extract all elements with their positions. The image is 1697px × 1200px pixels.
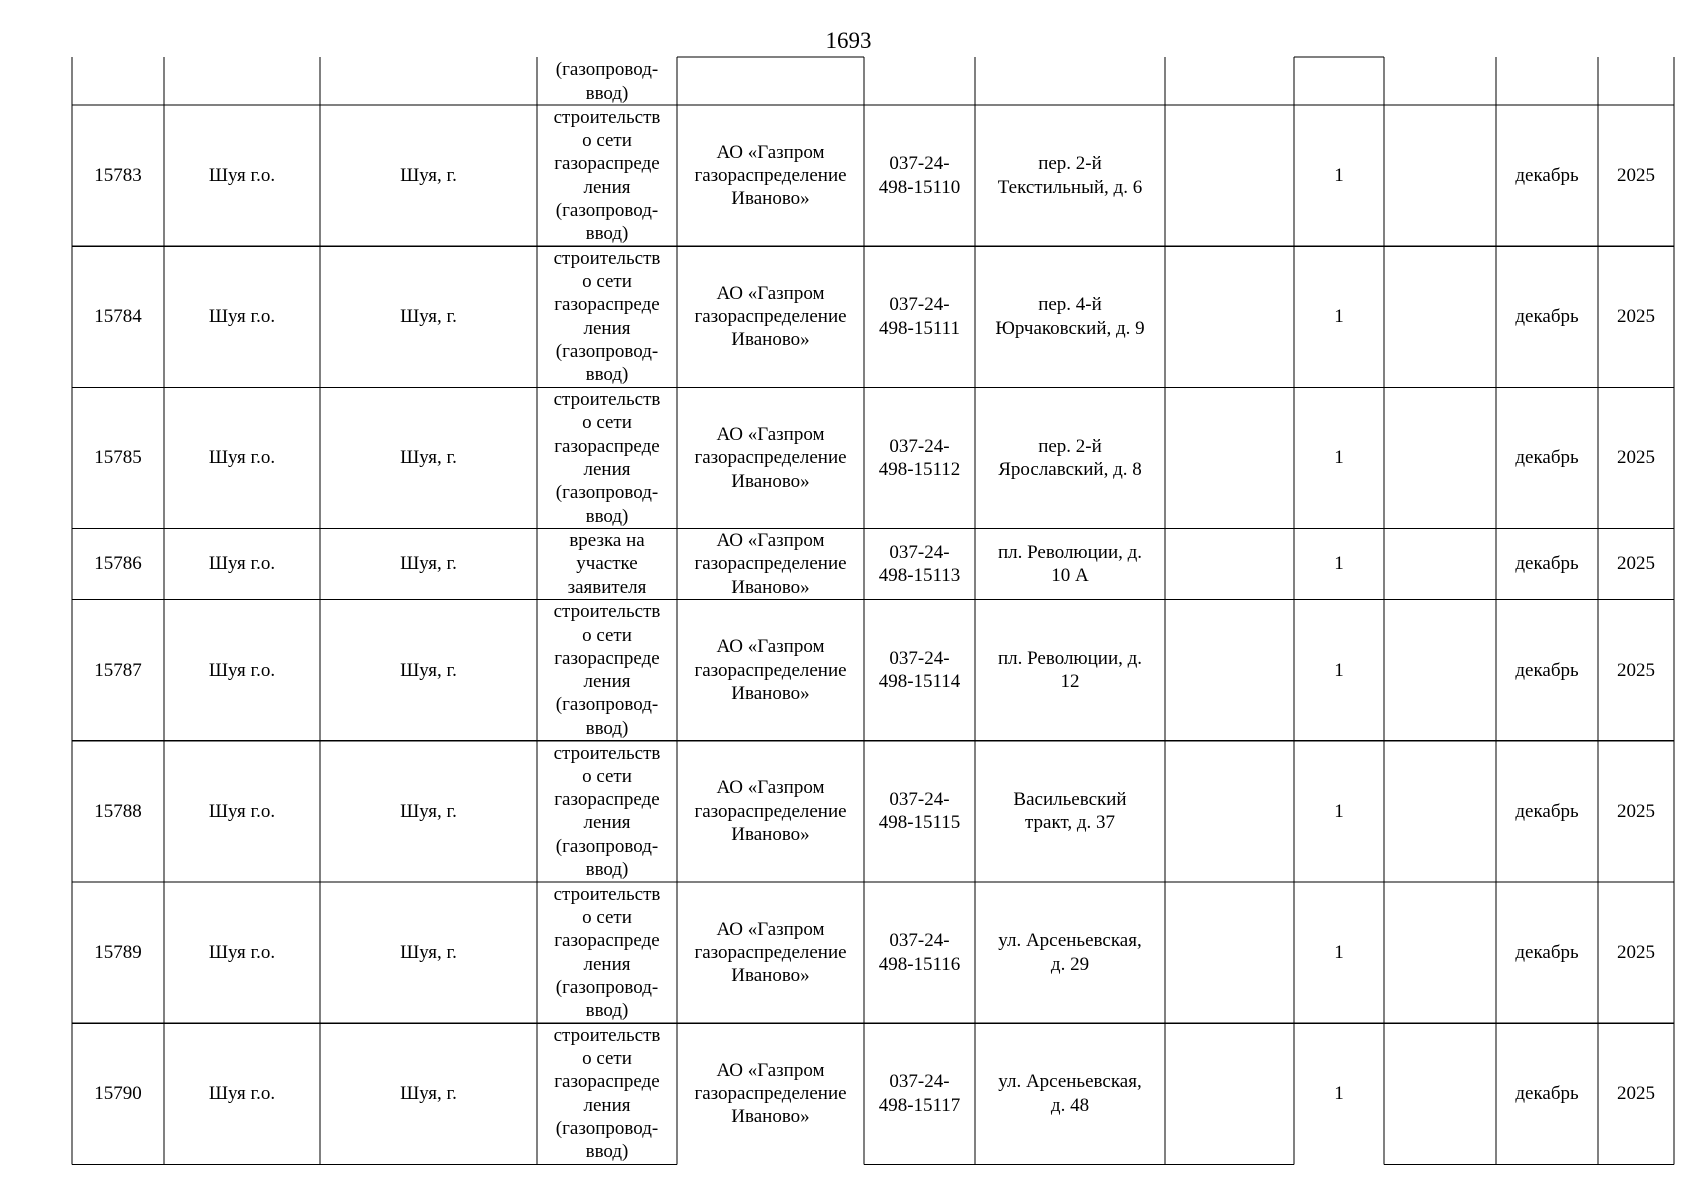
cell-number-text: 15789 — [94, 941, 142, 963]
cell-organization-text: АО «Газпром газораспределение Иваново» — [694, 282, 847, 351]
cell-district — [164, 387, 320, 528]
cell-district-text: Шуя г.о. — [208, 164, 276, 186]
cell-code — [864, 1023, 975, 1164]
cell-code-text: 037-24- 498-15110 — [878, 153, 961, 198]
cell-work-type — [537, 1023, 677, 1164]
cell-address — [975, 1023, 1165, 1164]
cell-work-type-text: строительств о сети газораспреде ления (газопровод- ввод) — [553, 601, 661, 739]
cell-district-text: Шуя г.о. — [208, 306, 276, 328]
cell-work-type — [537, 105, 677, 246]
cell-quantity-text: 1 — [1334, 941, 1344, 963]
cell-settlement — [320, 105, 537, 246]
cell-code-text: 037-24- 498-15114 — [878, 647, 961, 693]
cell-address — [975, 882, 1165, 1023]
cell-code-text: 037-24- 498-15112 — [878, 435, 961, 480]
cell-work-type-text: строительств о сети газораспреде ления (газопровод- ввод) — [553, 883, 661, 1022]
cell-address-text: Васильевский тракт, д. 37 — [1013, 789, 1127, 834]
cell-month-text: декабрь — [1515, 553, 1579, 575]
cell-organization — [677, 246, 864, 387]
cell-district — [164, 1023, 320, 1164]
cell-settlement-text: Шуя, г. — [400, 553, 457, 575]
cell-address-text: ул. Арсеньевская, д. 48 — [998, 1071, 1142, 1116]
cell-settlement — [320, 741, 537, 882]
cell-number — [72, 387, 164, 528]
cell-quantity-text: 1 — [1334, 553, 1344, 575]
cell-district — [164, 741, 320, 882]
cell-code — [864, 600, 975, 741]
cell-number — [72, 529, 164, 600]
cell-code-text: 037-24- 498-15113 — [878, 541, 961, 587]
cell-organization-text: АО «Газпром газораспределение Иваново» — [694, 141, 847, 210]
cell-code-text: 037-24- 498-15117 — [878, 1071, 961, 1116]
cell-work-type — [537, 882, 677, 1023]
cell-quantity-text: 1 — [1334, 659, 1344, 681]
cell-quantity-text: 1 — [1334, 800, 1344, 822]
cell-month — [1496, 529, 1598, 600]
cell-quantity — [1294, 741, 1384, 882]
cell-work-type — [537, 387, 677, 528]
cell-year-text: 2025 — [1617, 164, 1655, 186]
cell-address-text: пер. 2-й Текстильный, д. 6 — [997, 153, 1143, 198]
cell-code-text: 037-24- 498-15111 — [879, 294, 960, 339]
cell-code-text: 037-24- 498-15115 — [878, 789, 961, 834]
cell-code — [864, 105, 975, 246]
cell-address — [975, 741, 1165, 882]
cell-number-text: 15783 — [94, 164, 142, 186]
cell-district-text: Шуя г.о. — [208, 553, 276, 575]
cell-quantity-text: 1 — [1334, 1083, 1344, 1105]
cell-settlement-text: Шуя, г. — [400, 1083, 457, 1105]
cell-month-text: декабрь — [1515, 306, 1579, 328]
cell-work-type-continued-text: (газопровод- ввод) — [555, 59, 659, 104]
cell-settlement-text: Шуя, г. — [400, 659, 457, 681]
cell-district — [164, 600, 320, 741]
cell-year-text: 2025 — [1617, 306, 1655, 328]
cell-organization-text: АО «Газпром газораспределение Иваново» — [694, 918, 847, 987]
cell-district-text: Шуя г.о. — [208, 1083, 276, 1105]
cell-number-text: 15787 — [94, 659, 142, 681]
cell-month — [1496, 105, 1598, 246]
cell-work-type-text: строительств о сети газораспреде ления (газопровод- ввод) — [553, 742, 661, 880]
cell-district — [164, 105, 320, 246]
cell-work-type-text: строительств о сети газораспреде ления (газопровод- ввод) — [553, 1024, 661, 1163]
cell-month-text: декабрь — [1515, 1083, 1579, 1105]
cell-month-text: декабрь — [1515, 941, 1579, 963]
cell-organization — [677, 1023, 864, 1164]
cell-work-type-text: строительств о сети газораспреде ления (газопровод- ввод) — [553, 247, 661, 386]
cell-year — [1598, 882, 1674, 1023]
cell-code — [864, 741, 975, 882]
cell-code — [864, 387, 975, 528]
cell-code — [864, 882, 975, 1023]
cell-work-type-text: строительств о сети газораспреде ления (газопровод- ввод) — [553, 106, 661, 245]
cell-work-type — [537, 246, 677, 387]
cell-number — [72, 882, 164, 1023]
cell-year — [1598, 1023, 1674, 1164]
cell-organization-text: АО «Газпром газораспределение Иваново» — [694, 636, 847, 704]
cell-year-text: 2025 — [1617, 447, 1655, 469]
cell-address — [975, 246, 1165, 387]
cell-month — [1496, 246, 1598, 387]
cell-work-type — [537, 741, 677, 882]
cell-organization — [677, 882, 864, 1023]
cell-address-text: пер. 4-й Юрчаковский, д. 9 — [995, 294, 1145, 339]
cell-work-type — [537, 529, 677, 600]
cell-year-text: 2025 — [1617, 941, 1655, 963]
cell-work-type-text: врезка на участке заявителя — [567, 530, 647, 598]
cell-district-text: Шуя г.о. — [208, 941, 276, 963]
cell-year-text: 2025 — [1617, 800, 1655, 822]
cell-district-text: Шуя г.о. — [208, 447, 276, 469]
cell-district — [164, 529, 320, 600]
cell-quantity — [1294, 246, 1384, 387]
cell-quantity-text: 1 — [1334, 164, 1344, 186]
cell-number — [72, 741, 164, 882]
cell-address-text: пл. Революции, д. 12 — [997, 647, 1143, 693]
cell-quantity — [1294, 600, 1384, 741]
cell-year-text: 2025 — [1617, 1083, 1655, 1105]
cell-settlement-text: Шуя, г. — [400, 306, 457, 328]
cell-organization — [677, 387, 864, 528]
cell-number-text: 15786 — [94, 553, 142, 575]
cell-settlement — [320, 246, 537, 387]
cell-work-type — [537, 600, 677, 741]
cell-settlement — [320, 882, 537, 1023]
cell-quantity — [1294, 105, 1384, 246]
cell-year — [1598, 600, 1674, 741]
cell-work-type-continued — [537, 53, 677, 105]
cell-month — [1496, 741, 1598, 882]
cell-quantity — [1294, 387, 1384, 528]
cell-work-type-text: строительств о сети газораспреде ления (газопровод- ввод) — [553, 389, 661, 527]
cell-quantity — [1294, 882, 1384, 1023]
cell-month — [1496, 882, 1598, 1023]
cell-district — [164, 882, 320, 1023]
cell-month-text: декабрь — [1515, 659, 1579, 681]
cell-year — [1598, 387, 1674, 528]
cell-month-text: декабрь — [1515, 164, 1579, 186]
cell-address-text: ул. Арсеньевская, д. 29 — [998, 930, 1142, 975]
cell-quantity — [1294, 529, 1384, 600]
cell-year — [1598, 246, 1674, 387]
cell-year-text: 2025 — [1617, 553, 1655, 575]
cell-settlement-text: Шуя, г. — [400, 800, 457, 822]
cell-month-text: декабрь — [1515, 447, 1579, 469]
cell-year — [1598, 741, 1674, 882]
cell-address — [975, 387, 1165, 528]
cell-year-text: 2025 — [1617, 659, 1655, 681]
cell-month — [1496, 600, 1598, 741]
cell-number — [72, 246, 164, 387]
cell-organization-text: АО «Газпром газораспределение Иваново» — [694, 1059, 847, 1128]
cell-settlement — [320, 1023, 537, 1164]
cell-settlement — [320, 600, 537, 741]
cell-year — [1598, 105, 1674, 246]
cell-organization-text: АО «Газпром газораспределение Иваново» — [694, 424, 847, 492]
cell-code-text: 037-24- 498-15116 — [878, 930, 961, 975]
cell-month-text: декабрь — [1515, 800, 1579, 822]
cell-month — [1496, 1023, 1598, 1164]
cell-organization — [677, 529, 864, 600]
cell-number-text: 15790 — [94, 1083, 142, 1105]
cell-quantity-text: 1 — [1334, 447, 1344, 469]
cell-number-text: 15788 — [94, 800, 142, 822]
cell-number — [72, 105, 164, 246]
cell-number-text: 15785 — [94, 447, 142, 469]
cell-district — [164, 246, 320, 387]
cell-organization — [677, 600, 864, 741]
page-number: 1693 — [825, 28, 872, 53]
cell-organization — [677, 105, 864, 246]
cell-settlement — [320, 387, 537, 528]
cell-address — [975, 529, 1165, 600]
cell-code — [864, 246, 975, 387]
cell-district-text: Шуя г.о. — [208, 800, 276, 822]
cell-quantity-text: 1 — [1334, 306, 1344, 328]
cell-address-text: пер. 2-й Ярославский, д. 8 — [998, 435, 1142, 480]
cell-number — [72, 1023, 164, 1164]
cell-settlement-text: Шуя, г. — [400, 941, 457, 963]
cell-settlement-text: Шуя, г. — [400, 164, 457, 186]
cell-district-text: Шуя г.о. — [208, 659, 276, 681]
cell-code — [864, 529, 975, 600]
cell-number — [72, 600, 164, 741]
cell-settlement — [320, 529, 537, 600]
cell-organization-text: АО «Газпром газораспределение Иваново» — [694, 530, 847, 598]
cell-address-text: пл. Революции, д. 10 А — [997, 541, 1143, 587]
cell-address — [975, 600, 1165, 741]
cell-organization — [677, 741, 864, 882]
cell-month — [1496, 387, 1598, 528]
cell-address — [975, 105, 1165, 246]
cell-organization-text: АО «Газпром газораспределение Иваново» — [694, 777, 847, 846]
cell-quantity — [1294, 1023, 1384, 1164]
cell-number-text: 15784 — [94, 306, 142, 328]
cell-year — [1598, 529, 1674, 600]
cell-settlement-text: Шуя, г. — [400, 447, 457, 469]
